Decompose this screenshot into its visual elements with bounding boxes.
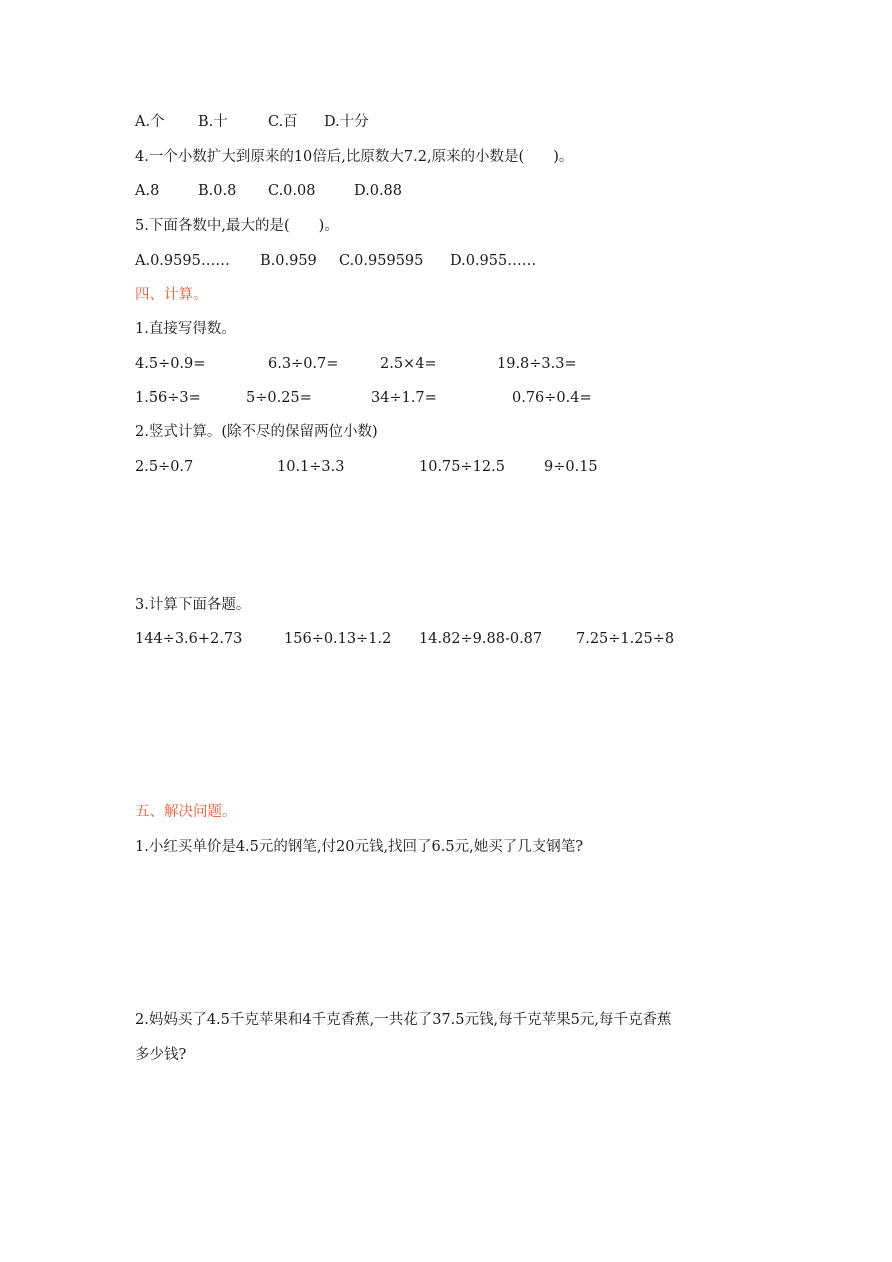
q4-option-c: C.0.08 xyxy=(268,183,316,199)
q3-option-d: D.十分 xyxy=(324,114,369,130)
q3-option-c: C.百 xyxy=(268,114,298,130)
q3-option-b: B.十 xyxy=(198,114,228,130)
mixed-calc-item: 14.82÷9.88-0.87 xyxy=(419,631,543,647)
problem-2-line-1: 2.妈妈买了4.5千克苹果和4千克香蕉,一共花了37.5元钱,每千克苹果5元,每千克香蕉 xyxy=(135,1012,672,1028)
q5-option-c: C.0.959595 xyxy=(339,253,424,269)
section-4-heading: 四、计算。 xyxy=(135,287,208,303)
oral-calc-item: 5÷0.25= xyxy=(246,390,312,406)
section-4-part-3-title: 3.计算下面各题。 xyxy=(135,597,251,613)
section-4-part-2-title: 2.竖式计算。(除不尽的保留两位小数) xyxy=(135,424,378,440)
vertical-calc-item: 2.5÷0.7 xyxy=(135,459,194,475)
problem-1: 1.小红买单价是4.5元的钢笔,付20元钱,找回了6.5元,她买了几支钢笔? xyxy=(135,839,584,855)
oral-calc-item: 6.3÷0.7= xyxy=(268,356,339,372)
oral-calc-item: 19.8÷3.3= xyxy=(497,356,577,372)
q4-stem: 4.一个小数扩大到原来的10倍后,比原数大7.2,原来的小数是( )。 xyxy=(135,149,574,165)
q4-option-d: D.0.88 xyxy=(354,183,403,199)
oral-calc-item: 1.56÷3= xyxy=(135,390,201,406)
q5-option-d: D.0.955…… xyxy=(450,253,537,269)
vertical-calc-item: 10.75÷12.5 xyxy=(419,459,505,475)
oral-calc-item: 0.76÷0.4= xyxy=(512,390,592,406)
problem-2-line-2: 多少钱? xyxy=(135,1047,187,1063)
q5-option-a: A.0.9595…… xyxy=(135,253,230,269)
q4-option-b: B.0.8 xyxy=(198,183,237,199)
vertical-calc-item: 9÷0.15 xyxy=(544,459,598,475)
oral-calc-item: 34÷1.7= xyxy=(371,390,437,406)
vertical-calc-item: 10.1÷3.3 xyxy=(277,459,345,475)
q3-option-a: A.个 xyxy=(135,114,165,130)
mixed-calc-item: 144÷3.6+2.73 xyxy=(135,631,243,647)
mixed-calc-item: 156÷0.13÷1.2 xyxy=(284,631,392,647)
q4-option-a: A.8 xyxy=(135,183,160,199)
section-4-part-1-title: 1.直接写得数。 xyxy=(135,321,236,337)
mixed-calc-item: 7.25÷1.25÷8 xyxy=(576,631,675,647)
section-5-heading: 五、解决问题。 xyxy=(135,804,237,820)
q5-option-b: B.0.959 xyxy=(260,253,317,269)
q5-stem: 5.下面各数中,最大的是( )。 xyxy=(135,218,339,234)
oral-calc-item: 4.5÷0.9= xyxy=(135,356,206,372)
oral-calc-item: 2.5×4= xyxy=(380,356,437,372)
